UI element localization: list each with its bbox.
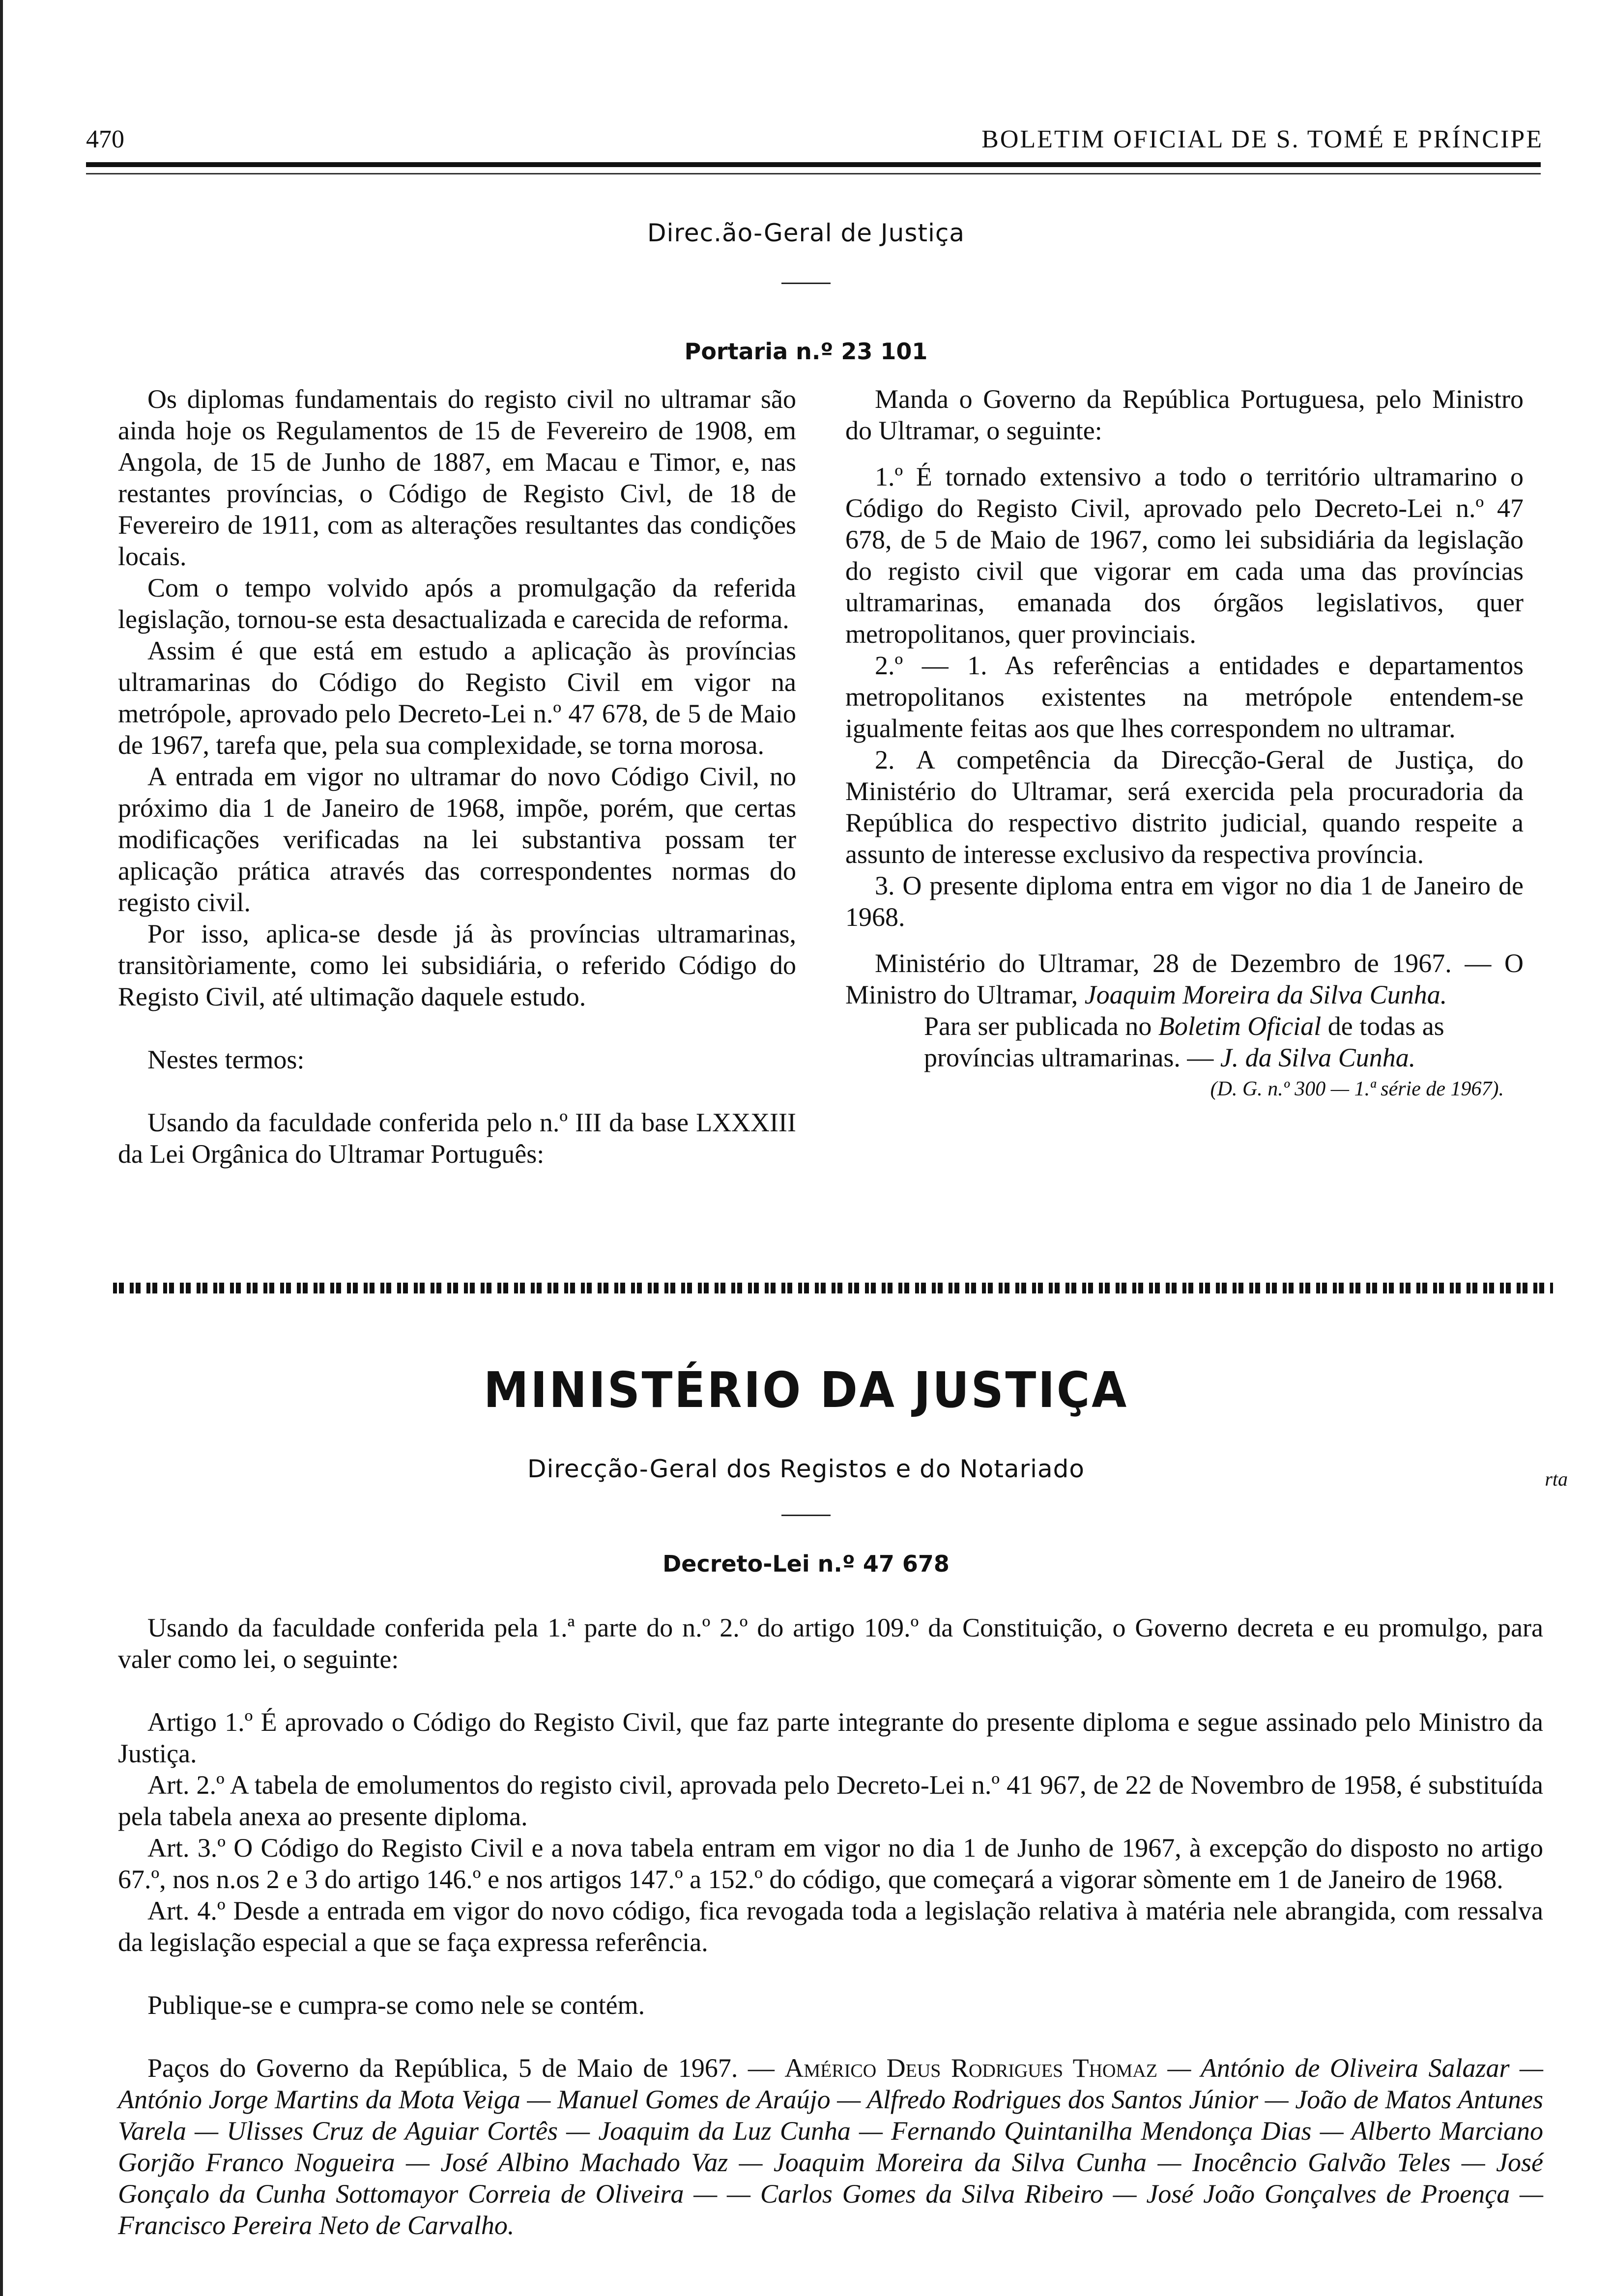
section-heading-registos: Direcção-Geral dos Registos e do Notariado [527,1455,1085,1483]
ministry-title: MINISTÉRIO DA JUSTIÇA [484,1361,1128,1419]
nestes-termos: Nestes termos: [147,1045,305,1074]
pacos-prefix: Paços do Governo da República, 5 de Maio de 1967. — [147,2053,775,2083]
header-rule-thin [86,173,1541,174]
right-column [845,383,1524,1105]
paragraph: A entrada em vigor no ultramar do novo Código Civil, no próximo dia 1 de Janeiro de 1968, impõe, porém, que certas modificações verificadas na lei substantiva possam ter aplicação prática através das correspondentes normas do registo civil. [118,762,796,917]
paragraph: Assim é que está em estudo a aplicação às províncias ultramarinas do Código do Registo Civil em vigor na metrópole, aprovado pelo Decreto-Lei n.º 47 678, de 5 de Maio de 1967, tarefa que, pela sua complexidade, se torna morosa. [118,636,796,760]
signature-name: Joaquim Moreira da Silva Cunha. [1084,980,1447,1009]
decreto-body [118,1612,1543,2241]
reference-line: (D. G. n.º 300 — 1.ª série de 1967). [1210,1078,1504,1100]
ornamental-divider [113,1283,1553,1293]
signature-block [845,947,1524,1010]
paragraph: Com o tempo volvido após a promulgação da referida legislação, tornou-se esta desactualizada e carecida de reforma. [118,573,796,634]
running-title: BOLETIM OFICIAL DE S. TOMÉ E PRÍNCIPE [981,125,1543,153]
article: Art. 4.º Desde a entrada em vigor do novo código, fica revogada toda a legislação relativa à matéria nele abrangida, com ressalva da legislação especial a que se faça expressa referência. [118,1896,1543,1957]
portaria-title: Portaria n.º 23 101 [684,338,928,365]
decreto-title: Decreto-Lei n.º 47 678 [662,1550,950,1577]
short-divider [781,283,831,284]
publish-prefix: Para ser publicada no [924,1011,1152,1041]
article: Art. 2.º A tabela de emolumentos do registo civil, aprovada pelo Decreto-Lei n.º 41 967, de 22 de Novembro de 1958, é substituída pela tabela anexa ao presente diploma. [118,1770,1543,1831]
article: Art. 3.º O Código do Registo Civil e a nova tabela entram em vigor no dia 1 de Junho de 1967, à excepção do disposto no artigo 67.º, nos n.os 2 e 3 do artigo 146.º e nos artigos 147.º a 152.º do código, que começará a vigorar sòmente em 1 de Janeiro de 1968. [118,1833,1543,1894]
short-divider [781,1515,831,1516]
president-name: Américo Deus Rodrigues Thomaz [784,2053,1157,2083]
article: Artigo 1.º É aprovado o Código do Registo Civil, que faz parte integrante do presente diploma e segue assinado pelo Ministro da Justiça. [118,1707,1543,1768]
publish-italic: Boletim Oficial [1158,1011,1322,1041]
paragraph: Por isso, aplica-se desde já às províncias ultramarinas, transitòriamente, como lei subsidiária, o referido Código do Registo Civil, até ultimação daquele estudo. [118,919,796,1011]
manda-paragraph: Manda o Governo da República Portuguesa, pelo Ministro do Ultramar, o seguinte: [845,384,1524,445]
publish-note [845,1010,1524,1073]
signatories [118,2052,1543,2241]
decreto-intro: Usando da faculdade conferida pela 1.ª parte do n.º 2.º do artigo 109.º da Constituição, o Governo decreta e eu promulgo, para valer como lei, o seguinte: [118,1613,1543,1674]
article-paragraph: 1.º É tornado extensivo a todo o território ultramarino o Código do Registo Civil, aprovado pelo Decreto-Lei n.º 47 678, de 5 de Maio de 1967, como lei subsidiária da legislação do registo civil que vigorar em cada uma das províncias ultramarinas, emanada dos órgãos legislativos, quer metropolitanos, quer provinciais. [845,462,1524,649]
margin-annotation: rta [1545,1468,1568,1490]
paragraph: Os diplomas fundamentais do registo civil no ultramar são ainda hoje os Regulamentos de 15 de Fevereiro de 1908, em Angola, de 15 de Junho de 1887, em Macau e Timor, e, nas restantes províncias, o Código de Registo Civl, de 18 de Fevereiro de 1911, com as alterações resultantes das condições locais. [118,384,796,571]
page-number: 470 [86,125,124,153]
article-paragraph: 2.º — 1. As referências a entidades e departamentos metropolitanos existentes na metrópole entendem-se igualmente feitas aos que lhes correspondem no ultramar. [845,651,1524,743]
article-paragraph: 3. O presente diploma entra em vigor no dia 1 de Janeiro de 1968. [845,871,1524,932]
publish-suffix: de todas as províncias ultramarinas. — [924,1011,1444,1072]
article-paragraph: 2. A competência da Direcção-Geral de Justiça, do Ministério do Ultramar, será exercida pela procuradoria da República do respectivo distrito judicial, quando respeite a assunto de interesse exclusivo da respectiva província. [845,745,1524,869]
usando-paragraph: Usando da faculdade conferida pelo n.º III da base LXXXIII da Lei Orgânica do Ultramar Português: [118,1108,796,1169]
left-column [118,383,796,1170]
minister-names: — António de Oliveira Salazar — António Jorge Martins da Mota Veiga — Manuel Gomes de Araújo — Alfredo Rodrigues dos Santos Júnior — João de Matos Antunes Varela — Ulisses Cruz de Aguiar Cortês — Joaquim da Luz Cunha — Fernando Quintanilha Mendonça Dias — Alberto Marciano Gorjão Franco Nogueira — José Albino Machado Vaz — Joaquim Moreira da Silva Cunha — Inocêncio Galvão Teles — José Gonçalo da Cunha Sottomayor Correia de Oliveira — — Carlos Gomes da Silva Ribeiro — José João Gonçalves de Proença — Francisco Pereira Neto de Carvalho. [118,2053,1544,2240]
section-heading-justica: Direc.ão-Geral de Justiça [647,219,965,247]
signature-text: Ministério do Ultramar, 28 de Dezembro de 1967. — O Ministro do Ultramar, [845,948,1524,1009]
publique-line: Publique-se e cumpra-se como nele se contém. [147,1990,645,2020]
publish-name: J. da Silva Cunha. [1220,1043,1416,1072]
header-rule [86,162,1541,167]
